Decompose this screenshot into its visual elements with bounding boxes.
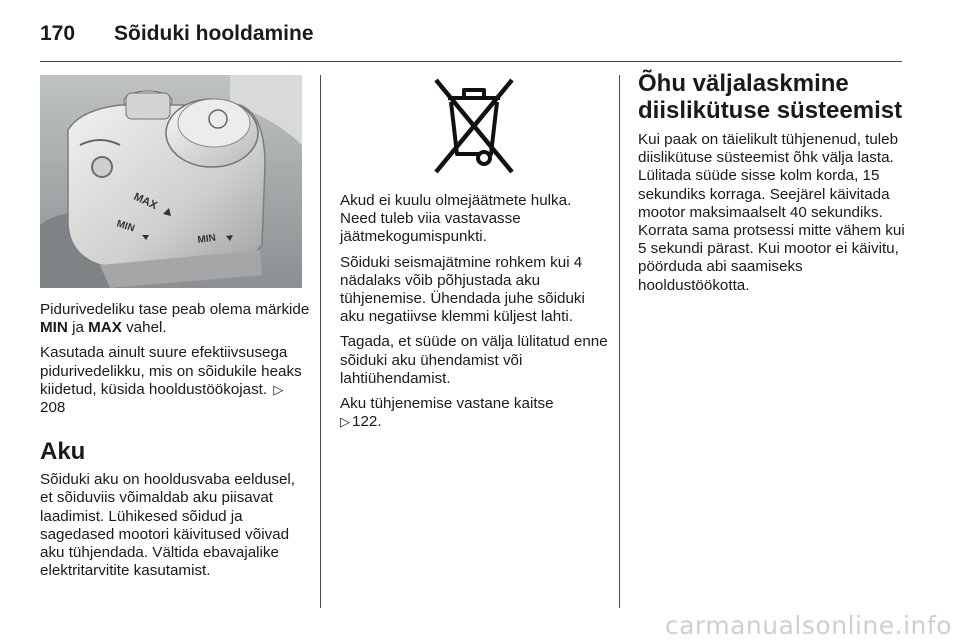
min-label-left: MIN — [115, 218, 136, 235]
page-number: 170 — [40, 22, 76, 45]
heading-line: diislikütuse süsteemist — [638, 97, 903, 124]
text-run: ja — [67, 319, 89, 337]
watermark: carmanualsonline.info — [664, 611, 952, 640]
text-run: vahel. — [121, 319, 167, 337]
section-heading-aku: Aku — [40, 438, 86, 466]
brake-fluid-reservoir-photo — [40, 75, 302, 288]
chapter-title: Sõiduki hooldamine — [114, 22, 314, 45]
min-marker-text: MIN — [40, 319, 68, 337]
column-divider — [619, 75, 620, 608]
crossed-out-wheelie-bin-icon — [418, 72, 530, 176]
text-run: Pidurivedeliku tase peab olema märkide — [40, 301, 310, 318]
column-3 — [638, 70, 910, 302]
page-reference-link[interactable]: 208 — [40, 399, 66, 417]
battery-storage-paragraph: Sõiduki seismajätmine rohkem kui 4 nädalaks võib põhjustada aku tühjenemise. Ühendada juhe sõiduki aku negatiivse klemmi küljest lahti. — [340, 253, 585, 326]
page-reference-icon: ▷ — [273, 381, 284, 397]
header-rule — [40, 61, 902, 62]
text-run: Aku tühjenemise vastane kaitse — [340, 395, 554, 413]
page-reference-link[interactable]: 122. — [352, 413, 382, 431]
column-2 — [340, 192, 610, 438]
section-heading-air-bleeding — [638, 70, 910, 124]
discharge-protection-paragraph — [340, 395, 610, 431]
page-header — [40, 14, 314, 54]
brake-fluid-type-paragraph — [40, 344, 310, 417]
heading-line: Õhu väljalaskmine — [638, 70, 849, 97]
max-marker-text: MAX — [88, 319, 122, 337]
column-divider — [320, 75, 321, 608]
brake-fluid-paragraph — [40, 301, 310, 337]
page-reference-icon: ▷ — [340, 414, 350, 430]
battery-disposal-paragraph: Akud ei kuulu olmejäätmete hulka. Need tuleb viia vastavasse jäätmekogumispunkti. — [340, 192, 572, 246]
max-label: MAX — [131, 190, 159, 213]
min-label-right: MIN — [196, 232, 217, 246]
diesel-bleeding-paragraph: Kui paak on täielikult tühjenenud, tuleb diislikütuse süsteemist õhk välja lasta. Lülitada süüde sisse kolm korda, 15 sekundiks korraga. Seejärel käivitada mootor maksimaalselt 40 sekundiks. Korrata sama protsessi mitte vähem kui 5 sekundi pärast. Kui mootor ei käivitu, pöörduda abi saamiseks hooldustöökotta. — [638, 131, 905, 294]
column-1 — [40, 301, 310, 587]
ignition-paragraph: Tagada, et süüde on välja lülitatud enne sõiduki aku ühendamist või lahtiühendamist. — [340, 333, 608, 387]
text-run: Kasutada ainult suure efektiivsusega pidurivedelikku, mis on sõidukile heaks kiidetud, küsida hooldustöökojast. — [40, 344, 302, 398]
battery-paragraph: Sõiduki aku on hooldusvaba eeldusel, et sõiduviis võimaldab aku piisavat laadimist. Lühikesed sõidud ja sagedased mootori käivitused võivad aku tühjendada. Vältida ebavajalike elektritarvitite kasutamist. — [40, 471, 295, 580]
